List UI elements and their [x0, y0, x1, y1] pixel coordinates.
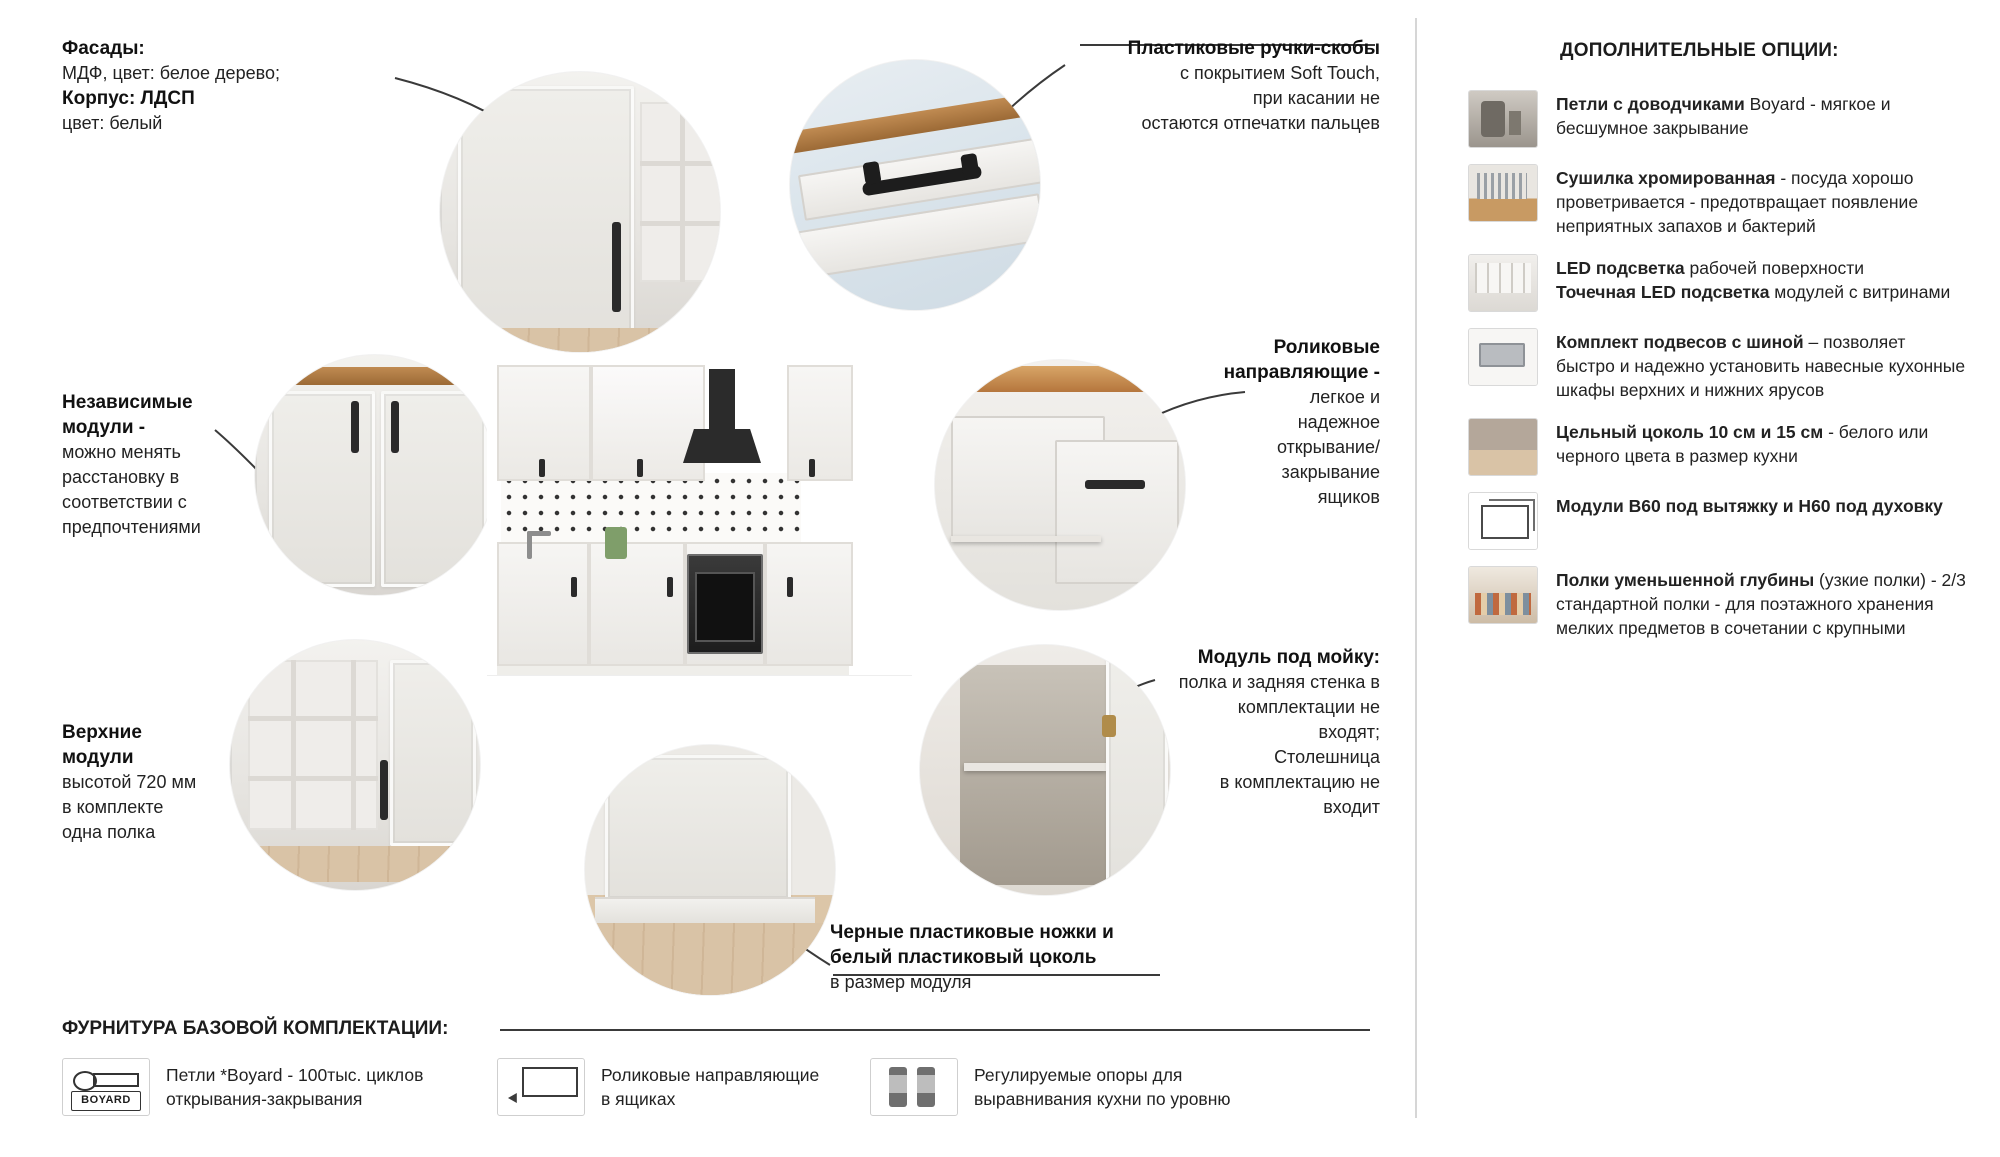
rollers-line3: открывание/: [1276, 437, 1380, 457]
option-row-modules: [1468, 492, 1968, 550]
rollers-title2: направляющие -: [1223, 362, 1380, 383]
callout-legs-plinth: [830, 920, 1390, 995]
facades-title: Фасады:: [62, 38, 145, 59]
option-bold-led2: Точечная LED подсветка: [1556, 282, 1770, 302]
handles-line1: с покрытием Soft Touch,: [1180, 63, 1380, 83]
hinge-thumb-icon: [1468, 90, 1538, 148]
upper-line2: в комплекте: [62, 797, 164, 817]
module-box-thumb-icon: [1468, 492, 1538, 550]
option-text-led: [1556, 254, 1950, 304]
base-hardware-heading: ФУРНИТУРА БАЗОВОЙ КОМПЛЕКТАЦИИ:: [62, 1018, 449, 1039]
body-title: Корпус: ЛДСП: [62, 88, 195, 109]
roller-slide-icon: [497, 1058, 585, 1116]
photo-legs-plinth: [585, 745, 835, 995]
rollers-line4: закрывание: [1281, 462, 1380, 482]
sink-line3: входят;: [1318, 722, 1380, 742]
base-hardware-text-hinges: [166, 1063, 423, 1111]
option-text-suspension: [1556, 328, 1968, 402]
callout-independent-modules: [62, 390, 292, 540]
option-row-hinges: [1468, 90, 1968, 148]
narrow-shelf-thumb-icon: [1468, 566, 1538, 624]
legs-title2: белый пластиковый цоколь: [830, 947, 1097, 968]
option-row-narrow-shelves: [1468, 566, 1968, 640]
option-bold-dryer: Сушилка хромированная: [1556, 168, 1776, 188]
suspension-kit-thumb-icon: [1468, 328, 1538, 386]
upper-title2: модули: [62, 747, 134, 768]
independent-title2: модули -: [62, 417, 146, 438]
options-heading: ДОПОЛНИТЕЛЬНЫЕ ОПЦИИ:: [1560, 40, 1839, 61]
legs-title1: Черные пластиковые ножки и: [830, 922, 1114, 943]
option-text-dryer: [1556, 164, 1968, 238]
option-text-modules: [1556, 492, 1943, 518]
rollers-line1: легкое и: [1309, 387, 1380, 407]
adjustable-leg-icon: [870, 1058, 958, 1116]
option-rest-suspension: – позволяет быстро и надежно установить навесные кухонные шкафы верхних и нижних ярусов: [1556, 332, 1966, 400]
option-bold-narrow-shelves: Полки уменьшенной глубины: [1556, 570, 1815, 590]
option-rest-dryer: - посуда хорошо проветривается - предотвращает появление неприятных запахов и бактерий: [1556, 168, 1919, 236]
callout-rollers: [1060, 335, 1380, 510]
boyard-hinge-icon: [62, 1058, 150, 1116]
sink-line4: Столешница: [1274, 747, 1380, 767]
photo-kitchen-set: [487, 355, 912, 700]
base-hardware-rule: [500, 1029, 1370, 1031]
base-hardware-text-slides: [601, 1063, 819, 1111]
handles-line2: при касании не: [1252, 88, 1380, 108]
option-rest-led2: модулей с витринами: [1769, 282, 1951, 302]
handles-title: Пластиковые ручки-скобы: [1127, 38, 1380, 59]
hw-slides-line2: в ящиках: [601, 1089, 676, 1109]
upper-title1: Верхние: [62, 722, 142, 743]
legs-line1: в размер модуля: [830, 972, 972, 992]
option-bold-suspension: Комплект подвесов с шиной: [1556, 332, 1804, 352]
facades-line1: МДФ, цвет: белое дерево;: [62, 63, 280, 83]
option-row-suspension: [1468, 328, 1968, 402]
independent-line1: можно менять: [62, 442, 181, 462]
independent-line2: расстановку в: [62, 467, 180, 487]
base-hardware-text-legs: [974, 1063, 1231, 1111]
base-hardware-item-legs: [870, 1058, 1231, 1116]
option-rest-narrow-shelves: (узкие полки) - 2/3 стандартной полки - для поэтажного хранения мелких предметов в сочетании с крупными: [1556, 570, 1966, 638]
option-rest-plinth: - белого или черного цвета в размер кухни: [1556, 422, 1929, 466]
hw-slides-line1: Роликовые направляющие: [601, 1065, 820, 1085]
sink-line5: в комплектацию не: [1219, 772, 1380, 792]
option-rest-hinges: Boyard - мягкое и бесшумное закрывание: [1556, 94, 1891, 138]
boyard-badge: BOYARD: [71, 1091, 141, 1111]
rollers-title1: Роликовые: [1273, 337, 1380, 358]
callout-handles: [760, 36, 1380, 136]
option-text-plinth: [1556, 418, 1968, 468]
base-hardware-item-slides: [497, 1058, 819, 1116]
rollers-line5: ящиков: [1317, 487, 1380, 507]
hw-hinges-line1: Петли *Boyard - 100тыс. циклов: [166, 1065, 424, 1085]
option-text-hinges: [1556, 90, 1968, 140]
option-bold-plinth: Цельный цоколь 10 см и 15 см: [1556, 422, 1824, 442]
option-rest-led: рабочей поверхности: [1684, 258, 1865, 278]
dish-dryer-thumb-icon: [1468, 164, 1538, 222]
sink-line6: входит: [1323, 797, 1380, 817]
callout-upper-modules: [62, 720, 292, 845]
callout-facades: [62, 36, 382, 136]
upper-line1: высотой 720 мм: [62, 772, 197, 792]
options-list: [1468, 90, 1968, 656]
option-bold-led: LED подсветка: [1556, 258, 1685, 278]
hw-hinges-line2: открывания-закрывания: [166, 1089, 363, 1109]
plinth-thumb-icon: [1468, 418, 1538, 476]
led-light-thumb-icon: [1468, 254, 1538, 312]
independent-title1: Независимые: [62, 392, 193, 413]
option-row-led: [1468, 254, 1968, 312]
facades-line2: цвет: белый: [62, 113, 163, 133]
rollers-line2: надежное: [1297, 412, 1380, 432]
option-bold-modules: Модули В60 под вытяжку и Н60 под духовку: [1556, 496, 1943, 516]
independent-line4: предпочтениями: [62, 517, 201, 537]
hw-legs-line1: Регулируемые опоры для: [974, 1065, 1183, 1085]
hw-legs-line2: выравнивания кухни по уровню: [974, 1089, 1231, 1109]
vertical-divider: [1415, 18, 1417, 1118]
independent-line3: соответствии с: [62, 492, 187, 512]
callout-sink-module: [1000, 645, 1380, 820]
sink-line2: комплектации не: [1237, 697, 1380, 717]
option-text-narrow-shelves: [1556, 566, 1968, 640]
photo-facade-door: [440, 72, 720, 352]
sink-title: Модуль под мойку:: [1197, 647, 1380, 668]
option-row-dryer: [1468, 164, 1968, 238]
handles-line3: остаются отпечатки пальцев: [1141, 113, 1380, 133]
option-row-plinth: [1468, 418, 1968, 476]
base-hardware-item-hinges: [62, 1058, 423, 1116]
sink-line1: полка и задняя стенка в: [1178, 672, 1380, 692]
upper-line3: одна полка: [62, 822, 156, 842]
option-bold-hinges: Петли с доводчиками: [1556, 94, 1745, 114]
